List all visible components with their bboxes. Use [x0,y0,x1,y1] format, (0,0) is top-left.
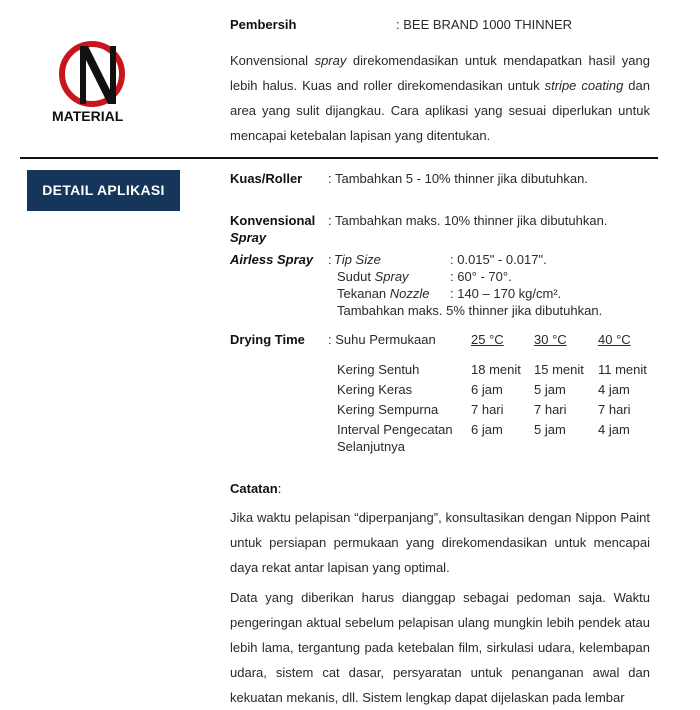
airless-row: Sudut Spray [337,269,409,284]
drying-value: 5 jam [534,382,566,397]
temp-header: 30 °C [534,332,567,347]
notes-paragraph-2: Data yang diberikan harus dianggap sebagai pedoman saja. Waktu pengeringan aktual sebelum pelapisan ulang mungkin lebih pendek atau lebih lama, tergantung pada ketebalan film, sirkulasi udara, kelembapan udara, sistem cat dasar, persyaratan untuk penanganan awal dan kekuatan mekanis, dll. Sistem lengkap dapat dijelaskan pada lembar [230,590,650,705]
drying-row-name: Interval Pengecatan [337,422,453,437]
drying-value: 7 hari [534,402,567,417]
drying-value: 7 hari [471,402,504,417]
conv-value: : Tambahkan maks. 10% thinner jika dibutuhkan. [328,213,608,228]
brush-label: Kuas/Roller [230,171,303,186]
logo-mark-icon [50,38,140,110]
drying-header: : Suhu Permukaan [328,332,436,347]
drying-value: 6 jam [471,382,503,397]
drying-value: 11 menit [598,362,647,377]
airless-row: Tekanan Nozzle [337,286,430,301]
drying-row-name: Kering Keras [337,382,413,397]
temp-header: 25 °C [471,332,504,347]
drying-value: 7 hari [598,402,631,417]
drying-row-cont: Selanjutnya [337,439,405,454]
airless-value: : 140 – 170 kg/cm². [450,286,562,301]
drying-value: 15 menit [534,362,584,377]
logo-text: MATERIAL [52,108,124,124]
drying-value: 6 jam [471,422,503,437]
airless-label: Airless Spray [230,252,314,267]
intro-paragraph: Konvensional spray direkomendasikan untuk mendapatkan hasil yang lebih halus. Kuas and roller direkomendasikan untuk stripe coating dan area yang sulit dijangkau. Cara aplikasi yang sesuai diperlukan untuk mencapai ketebalan lapisan yang ditentukan. [230,53,650,143]
conv-label-2: Spray [230,230,267,245]
conv-label: Konvensional [230,213,316,228]
drying-value: 5 jam [534,422,566,437]
cleaner-label: Pembersih [230,17,297,32]
section-title: DETAIL APLIKASI [27,170,180,211]
temp-header: 40 °C [598,332,631,347]
airless-note: Tambahkan maks. 5% thinner jika dibutuhkan. [337,303,603,318]
airless-colon: : [328,252,332,267]
cleaner-value: : BEE BRAND 1000 THINNER [396,17,573,32]
airless-value: : 0.015" - 0.017". [450,252,547,267]
notes-paragraph-1: Jika waktu pelapisan “diperpanjang”, konsultasikan dengan Nippon Paint untuk persiapan permukaan yang direkomendasikan untuk mencapai daya rekat antar lapisan yang optimal. [230,510,650,575]
divider [20,157,658,159]
drying-row-name: Kering Sentuh [337,362,420,377]
drying-value: 18 menit [471,362,521,377]
brush-value: : Tambahkan 5 - 10% thinner jika dibutuhkan. [328,171,588,186]
drying-label: Drying Time [230,332,305,347]
logo [50,38,140,128]
airless-row: Tip Size [334,252,381,267]
notes-title: Catatan: [230,481,282,496]
airless-value: : 60° - 70°. [450,269,512,284]
drying-value: 4 jam [598,422,630,437]
drying-row-name: Kering Sempurna [337,402,439,417]
drying-value: 4 jam [598,382,630,397]
